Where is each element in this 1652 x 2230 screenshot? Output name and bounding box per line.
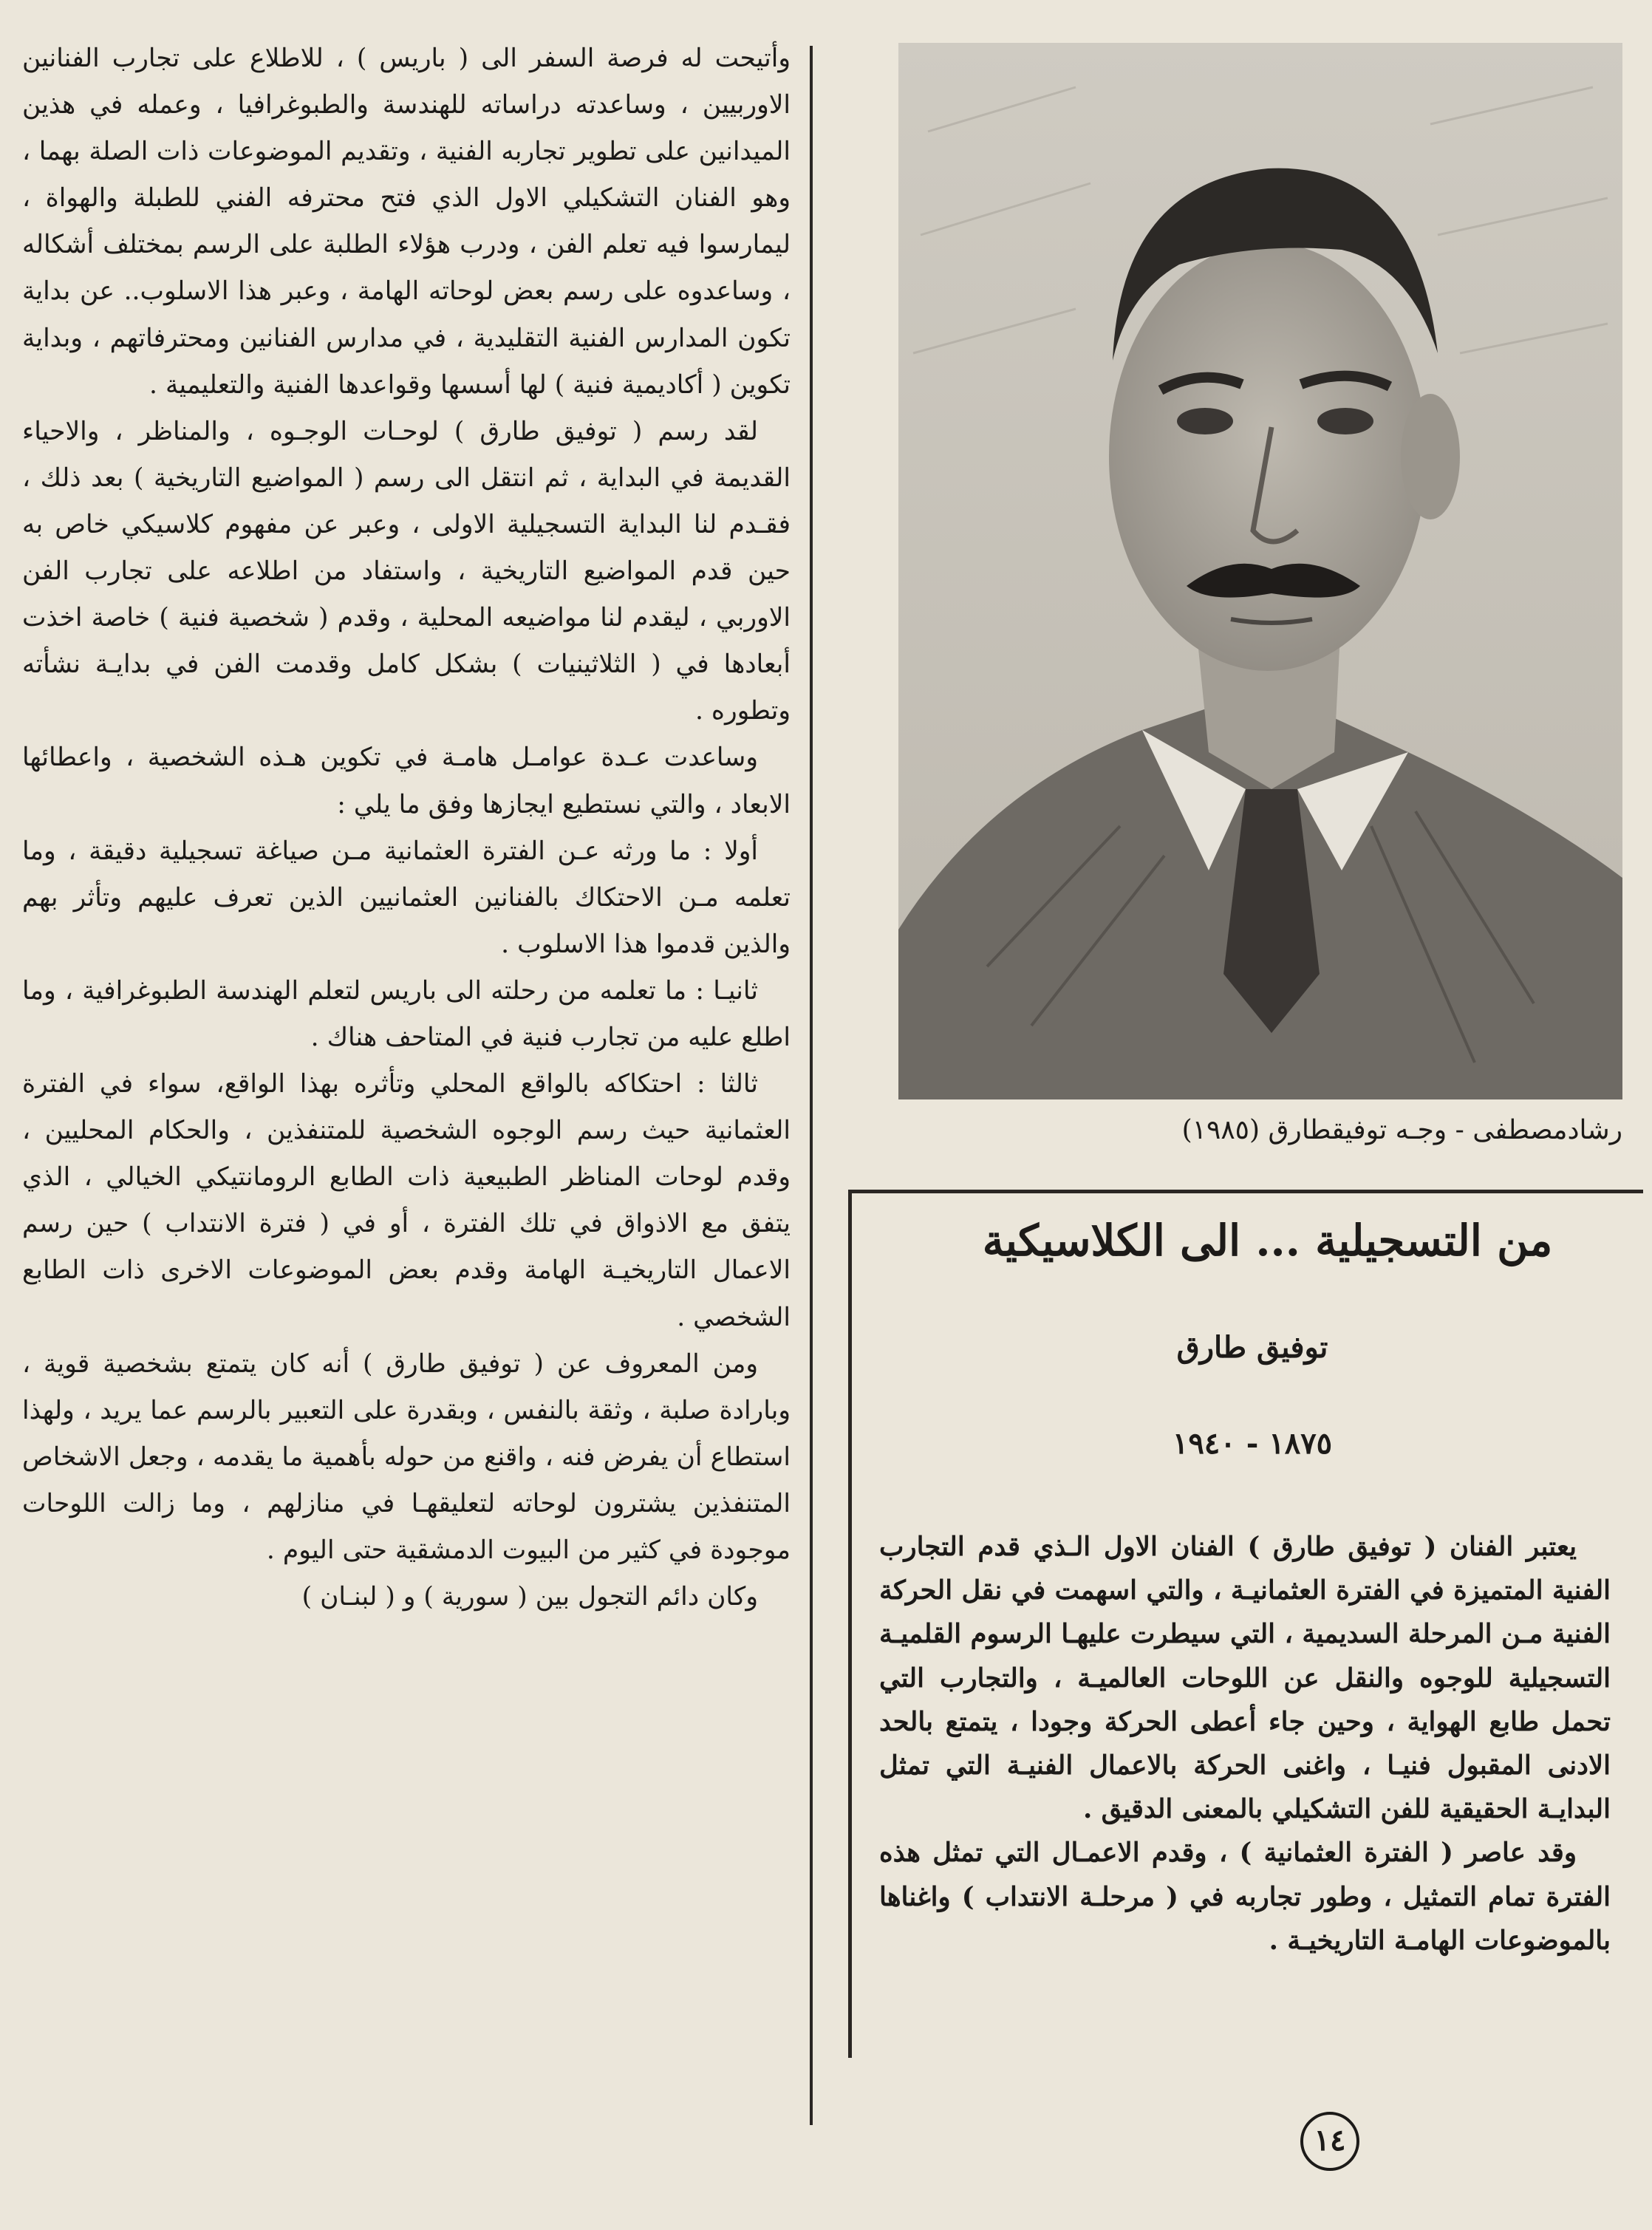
- body-paragraph-4: أولا : ما ورثه عـن الفترة العثمانية مـن صياغة تسجيلية دقيقة ، وما تعلمه مـن الاحتكاك بالفنانين العثمانيين الذين تعرف عليهم وتأثر بهم والذين قدموا هذا الاسلوب .: [22, 836, 791, 959]
- body-paragraph-7: ومن المعروف عن ( توفيق طارق ) أنه كان يتمتع بشخصية قوية ، وبارادة صلبة ، وثقة بالنفس ، وبقدرة على التعبير بالرسم عما يريد ، ولهذا استطاع أن يفرض فنه ، واقنع من حوله بأهمية ما يقدمه ، وجعل الاشخاص المتنفذين يشترون لوحاته لتعليقهـا في منازلهم ، وما زالت اللوحات موجودة في كثير من البيوت الدمشقية حتى اليوم .: [22, 1348, 791, 1565]
- portrait-caption: رشادمصطفى - وجـه توفيقطارق (١٩٨٥): [1181, 1115, 1622, 1145]
- body-paragraph-6: ثالثا : احتكاكه بالواقع المحلي وتأثره بهذا الواقع، سواء في الفترة العثمانية حيث رسم الوجوه الشخصية للمتنفذين ، والحكام المحليين ، وقدم لوحات المناظر الطبيعية ذات الطابع الرومانتيكي الخيالي ، الذي يتفق مع الاذواق في تلك الفترة ، أو في ( فترة الانتداب ) حين رسم الاعمال التاريخيـة الهامة وقدم بعض الموضوعات الاخرى ذات الطابع الشخصي .: [22, 1069, 791, 1332]
- portrait-image: [898, 43, 1622, 1099]
- body-text-column: [22, 35, 791, 2178]
- body-paragraph-5: ثانيـا : ما تعلمه من رحلته الى باريس لتعلم الهندسة الطبوغرافية ، وما اطلع عليه من تجارب فنية في المتاحف هناك .: [22, 975, 791, 1052]
- intro-paragraph-2: وقد عاصر ( الفترة العثمانية ) ، وقدم الاعمـال التي تمثل هذه الفترة تمام التمثيل ، وطور تجاربه في ( مرحلـة الانتداب ) واغناها بالموضوعات الهامـة التاريخيـة .: [879, 1838, 1611, 1956]
- article-intro: [879, 1525, 1611, 1963]
- artist-years: ١٨٧٥ - ١٩٤٠: [1172, 1426, 1333, 1461]
- page-number: ١٤: [1300, 2112, 1359, 2171]
- body-paragraph-3: وساعدت عـدة عوامـل هامـة في تكوين هـذه الشخصية ، واعطائها الابعاد ، والتي نستطيع ايجازها وفق ما يلي :: [22, 743, 791, 819]
- intro-paragraph-1: يعتبر الفنان ( توفيق طارق ) الفنان الاول الـذي قدم التجارب الفنية المتميزة في الفترة العثمانيـة ، والتي اسهمت في نقل الحركة الفنية مـن المرحلة السديمية ، التي سيطرت عليهـا الرسوم القلميـة التسجيلية للوجوه والنقل عن اللوحات العالميـة ، والتجارب التي تحمل طابع الهواية ، وحين جاء أعطى الحركة وجودا ، يتمتع بالحد الادنى المقبول فنيـا ، واغنى الحركة بالاعمال الفنيـة التي تمثل البدايـة الحقيقية للفن التشكيلي بالمعنى الدقيق .: [879, 1532, 1611, 1825]
- article-title: من التسجيلية ... الى الكلاسيكية: [982, 1215, 1553, 1266]
- artist-name: توفيق طارق: [1176, 1330, 1328, 1365]
- column-divider: [810, 46, 813, 2125]
- body-paragraph-8: وكان دائم التجول بين ( سورية ) و ( لبنـان ): [301, 1582, 758, 1612]
- body-paragraph-1: وأتيحت له فرصة السفر الى ( باريس ) ، للاطلاع على تجارب الفنانين الاوربيين ، وساعدته دراساته للهندسة والطبوغرافيا ، وعمله في هذين الميدانين على تطوير تجاربه الفنية ، وتقديم الموضوعات ذات الصلة بهما ، وهو الفنان التشكيلي الاول الذي فتح محترفه الفني للطبلة والهواة ، ليمارسوا فيه تعلم الفن ، ودرب هؤلاء الطلبة على الرسم بمختلف أشكاله ، وساعدوه على رسم بعض لوحاته الهامة ، وعبر هذا الاسلوب.. عن بداية تكون المدارس الفنية التقليدية ، في مدارس الفنانين ومحترفاتهم ، وبداية تكوين ( أكاديمية فنية ) لها أسسها وقواعدها الفنية والتعليمية .: [22, 44, 791, 400]
- body-paragraph-2: لقد رسم ( توفيق طارق ) لوحـات الوجـوه ، والمناظر ، والاحياء القديمة في البداية ، ثم انتقل الى رسم ( المواضيع التاريخية ) بعد ذلك ، فقـدم لنا البداية التسجيلية الاولى ، وعبر عن مفهوم كلاسيكي خاص به حين قدم المواضيع التاريخية ، واستفاد من اطلاعه على تجارب الفن الاوربي ، ليقدم لنا مواضيعه المحلية ، وقدم ( شخصية فنية ) خاصة اخذت أبعادها في ( الثلاثينيات ) بشكل كامل وقدمت الفن في بدايـة نشأته وتطوره .: [22, 416, 791, 726]
